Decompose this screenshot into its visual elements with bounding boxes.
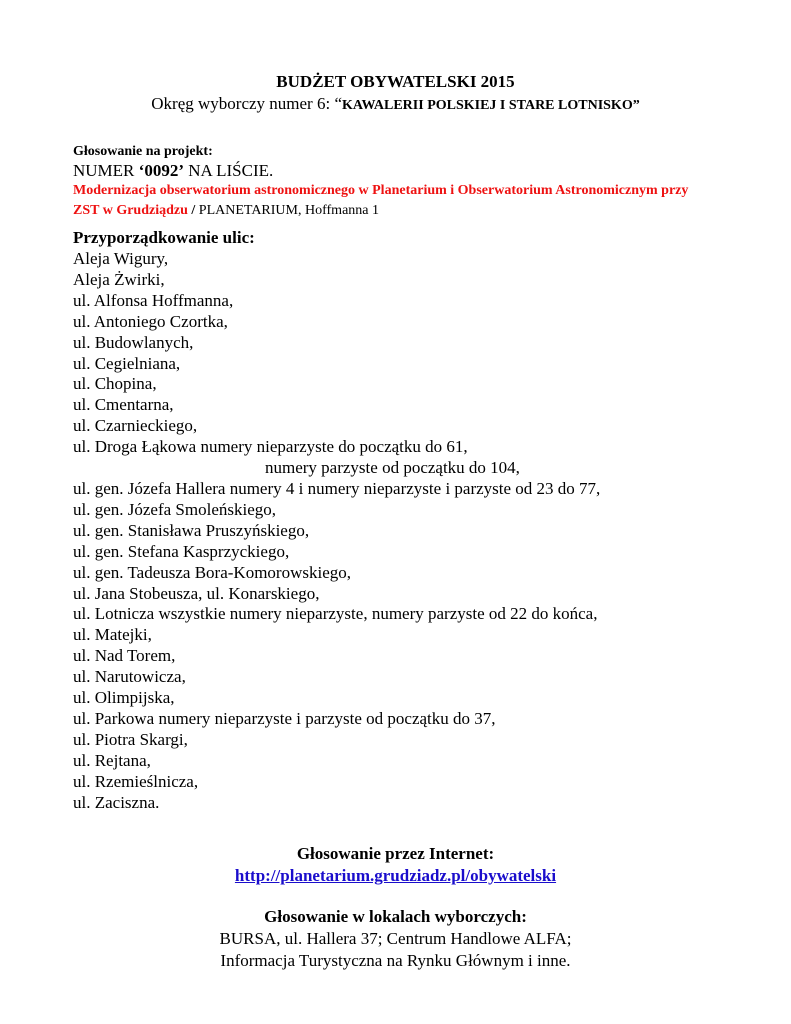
street-item: ul. gen. Józefa Hallera numery 4 i numery nieparzyste i parzyste od 23 do 77, xyxy=(73,478,601,498)
street-item: ul. Lotnicza wszystkie numery nieparzyste, numery parzyste od 22 do końca, xyxy=(73,604,598,624)
document-title: BUDŻET OBYWATELSKI 2015 xyxy=(276,72,515,91)
street-item: ul. gen. Stanisława Pruszyńskiego, xyxy=(73,520,310,540)
project-description xyxy=(73,181,718,221)
street-item: ul. Nad Torem, xyxy=(73,646,176,666)
street-item: ul. Rzemieślnicza, xyxy=(73,771,199,791)
district-prefix: Okręg wyborczy numer 6: “ xyxy=(151,94,342,113)
street-item: ul. Narutowicza, xyxy=(73,667,186,687)
street-item: ul. Budowlanych, xyxy=(73,332,194,352)
project-location: PLANETARIUM, Hoffmanna 1 xyxy=(195,203,379,218)
number-suffix: NA LIŚCIE. xyxy=(183,161,274,180)
street-item: ul. Matejki, xyxy=(73,625,152,645)
document-page xyxy=(73,71,718,972)
street-item: Aleja Żwirki, xyxy=(73,269,165,289)
street-item: ul. Antoniego Czortka, xyxy=(73,311,228,331)
street-item: ul. Cegielniana, xyxy=(73,353,181,373)
voting-link-line xyxy=(73,865,718,887)
street-item-continuation: numery parzyste od początku do 104, xyxy=(265,458,520,478)
internet-voting-heading: Głosowanie przez Internet: xyxy=(296,844,495,864)
project-separator: / xyxy=(187,203,196,218)
street-item: ul. Piotra Skargi, xyxy=(73,729,188,749)
street-item: ul. Chopina, xyxy=(73,374,157,394)
street-list xyxy=(73,249,718,813)
street-item: ul. Rejtana, xyxy=(73,750,151,770)
project-name: Modernizacja obserwatorium astronomicznego w Planetarium i Obserwatorium Astronomicznym przy ZST w Grudziądzu xyxy=(73,183,689,218)
street-item: ul. Droga Łąkowa numery nieparzyste do początku do 61, xyxy=(73,437,468,457)
street-item: ul. gen. Tadeusza Bora-Komorowskiego, xyxy=(73,562,351,582)
street-item: ul. Cmentarna, xyxy=(73,395,174,415)
streets-heading: Przyporządkowanie ulic: xyxy=(73,228,255,247)
polling-stations-heading: Głosowanie w lokalach wyborczych: xyxy=(264,907,527,927)
street-item: ul. gen. Józefa Smoleńskiego, xyxy=(73,499,277,519)
street-item: ul. gen. Stefana Kasprzyckiego, xyxy=(73,541,290,561)
street-item: ul. Czarnieckiego, xyxy=(73,416,198,436)
number-prefix: NUMER xyxy=(73,161,139,180)
street-item: ul. Jana Stobeusza, ul. Konarskiego, xyxy=(73,583,320,603)
vote-label: Głosowanie na projekt: xyxy=(73,144,213,159)
project-number: ‘0092’ xyxy=(138,161,184,180)
street-item: Aleja Wigury, xyxy=(73,249,169,268)
district-name: KAWALERII POLSKIEJ I STARE LOTNISKO” xyxy=(342,98,640,113)
street-item: ul. Olimpijska, xyxy=(73,688,175,708)
project-number-line xyxy=(73,161,718,181)
street-item: ul. Zaciszna. xyxy=(73,792,160,812)
street-item: ul. Alfonsa Hoffmanna, xyxy=(73,290,234,310)
street-item: ul. Parkowa numery nieparzyste i parzyste od początku do 37, xyxy=(73,708,496,728)
district-line xyxy=(73,93,718,117)
polling-stations-line-2: Informacja Turystyczna na Rynku Głównym i inne. xyxy=(220,951,571,971)
polling-stations-line-1: BURSA, ul. Hallera 37; Centrum Handlowe ALFA; xyxy=(219,929,572,949)
voting-link[interactable]: http://planetarium.grudziadz.pl/obywatelski xyxy=(234,866,557,886)
